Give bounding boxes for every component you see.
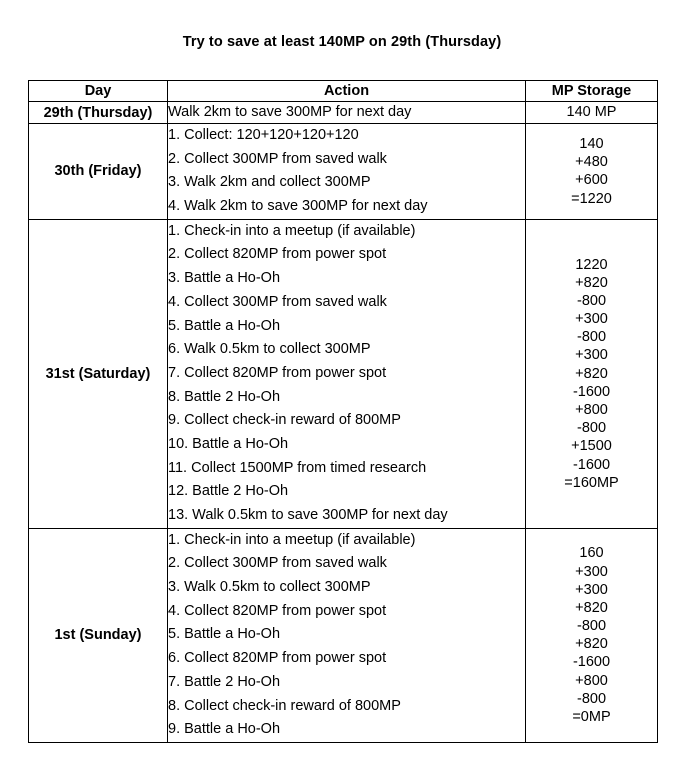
mp-value: -1600 (572, 383, 611, 400)
action-item: 8. Battle 2 Ho-Oh (168, 388, 281, 405)
mp-value: -1600 (572, 456, 611, 473)
table-header-row (29, 81, 658, 102)
action-item: 6. Walk 0.5km to collect 300MP (168, 341, 371, 358)
mp-storage-cell (526, 102, 658, 124)
action-item: 6. Collect 820MP from power spot (168, 650, 387, 667)
action-item: 4. Collect 820MP from power spot (168, 602, 387, 619)
mp-value: =0MP (572, 709, 611, 726)
day-cell: 31st (Saturday) (29, 219, 168, 528)
mp-value: -800 (576, 329, 607, 346)
mp-value: +300 (575, 311, 608, 328)
mp-storage-cell (526, 528, 658, 742)
table-row-saturday (29, 219, 658, 528)
mp-value: +300 (575, 347, 608, 364)
action-item: 2. Collect 300MP from saved walk (168, 555, 387, 572)
action-item: 5. Battle a Ho-Oh (168, 317, 281, 334)
action-cell (168, 219, 526, 528)
mp-value: =1220 (571, 190, 612, 207)
header-day: Day (29, 81, 168, 102)
mp-value: +820 (575, 636, 608, 653)
day-cell: 1st (Sunday) (29, 528, 168, 742)
mp-storage-cell (526, 124, 658, 220)
header-mp-storage: MP Storage (526, 81, 658, 102)
table-row-friday (29, 124, 658, 220)
mp-plan-table (28, 80, 658, 743)
mp-value: +1500 (571, 438, 612, 455)
action-item: 4. Walk 2km to save 300MP for next day (168, 198, 428, 215)
mp-value: +800 (575, 402, 608, 418)
mp-value: +480 (575, 154, 608, 171)
action-item: 3. Battle a Ho-Oh (168, 270, 281, 287)
action-item: 11. Collect 1500MP from timed research (168, 459, 427, 476)
mp-value: 1220 (575, 256, 608, 273)
mp-value: -800 (576, 292, 607, 309)
day-cell: 29th (Thursday) (29, 102, 168, 124)
action-cell (168, 102, 526, 124)
table-row-thursday (29, 102, 658, 124)
mp-value: +820 (575, 365, 608, 382)
action-item: 3. Walk 0.5km to collect 300MP (168, 579, 371, 596)
action-cell (168, 528, 526, 742)
mp-value: -800 (576, 618, 607, 635)
table-row-sunday (29, 528, 658, 742)
action-item: 10. Battle a Ho-Oh (168, 435, 289, 452)
mp-value: -800 (576, 420, 607, 437)
action-item: 2. Collect 300MP from saved walk (168, 150, 387, 167)
mp-value: =160MP (564, 474, 619, 491)
mp-value: 140 (579, 136, 604, 152)
mp-value: +820 (575, 274, 608, 291)
action-cell (168, 124, 526, 220)
action-item: 5. Battle a Ho-Oh (168, 626, 281, 643)
action-item: 13. Walk 0.5km to save 300MP for next day (168, 507, 448, 523)
action-item: Walk 2km to save 300MP for next day (168, 104, 412, 120)
action-item: 1. Collect: 120+120+120+120 (168, 127, 359, 143)
day-cell: 30th (Friday) (29, 124, 168, 220)
mp-value: -1600 (572, 654, 611, 671)
action-item: 3. Walk 2km and collect 300MP (168, 174, 371, 191)
action-item: 2. Collect 820MP from power spot (168, 246, 387, 263)
action-item: 9. Collect check-in reward of 800MP (168, 412, 401, 429)
mp-value: +800 (575, 672, 608, 689)
mp-value: +300 (575, 581, 608, 598)
header-action: Action (168, 81, 526, 102)
mp-value: +820 (575, 599, 608, 616)
mp-value: 140 MP (566, 104, 617, 120)
action-item: 7. Collect 820MP from power spot (168, 364, 387, 381)
mp-storage-cell (526, 219, 658, 528)
action-item: 1. Check-in into a meetup (if available) (168, 222, 416, 239)
action-item: 4. Collect 300MP from saved walk (168, 293, 387, 310)
mp-value: -800 (576, 690, 607, 707)
action-item: 1. Check-in into a meetup (if available) (168, 531, 416, 548)
mp-value: +300 (575, 563, 608, 580)
action-item: 9. Battle a Ho-Oh (168, 721, 281, 738)
action-item: 7. Battle 2 Ho-Oh (168, 673, 281, 690)
action-item: 8. Collect check-in reward of 800MP (168, 697, 401, 714)
action-item: 12. Battle 2 Ho-Oh (168, 483, 289, 500)
page-title: Try to save at least 140MP on 29th (Thursday) (182, 34, 502, 50)
mp-value: +600 (575, 172, 608, 189)
mp-value: 160 (579, 545, 604, 562)
